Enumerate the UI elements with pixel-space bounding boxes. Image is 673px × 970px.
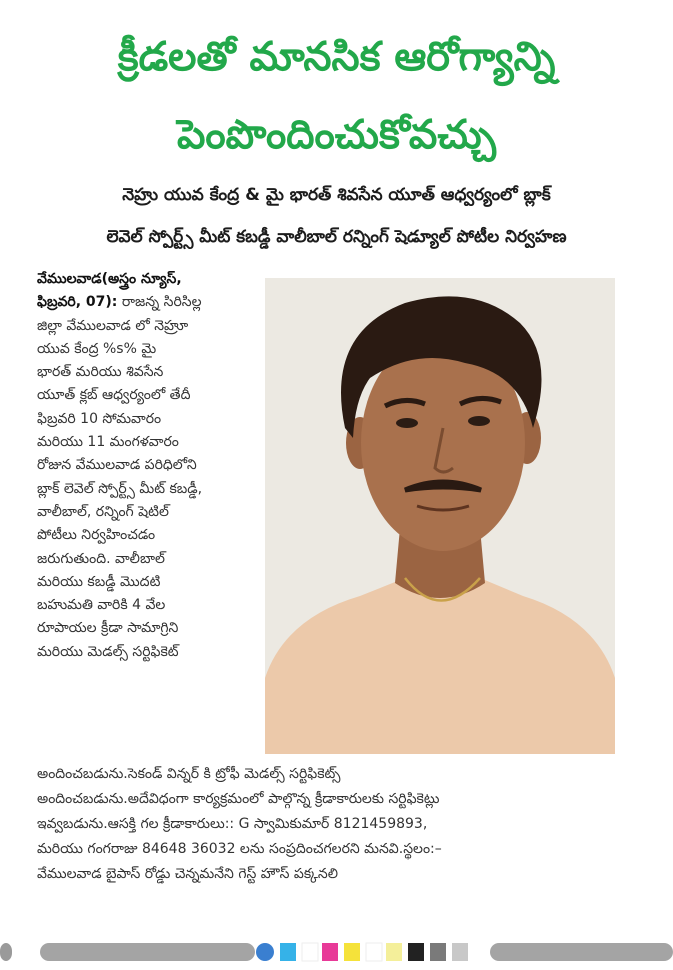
right-eye [468, 416, 490, 426]
body-line: వేములవాడ బైపాస్ రోడ్డు చెన్నమనేని గెస్ట్ హౌస్ పక్కనలి [37, 866, 338, 882]
registration-mark [0, 943, 12, 961]
body-line: ఫిబ్రవరి 10 సోమవారం [37, 410, 162, 427]
white-swatch [302, 943, 318, 961]
body-line: రోజున వేములవాడ పరిధిలోని [37, 457, 197, 474]
body-line: జిల్లా వేములవాడ లో నెహ్రూ [37, 317, 189, 334]
body-text: రాజన్న సిరిసిల్ల [117, 294, 202, 311]
body-line: మరియు గంగరాజు 84648 36032 లను సంప్రదించగలరని మనవి.స్థలం:– [37, 841, 442, 857]
body-line: ఇవ్వబడును.ఆసక్తి గల క్రీడాకారులు:: G స్వామికుమార్ 8121459893, [37, 816, 428, 832]
light-yellow-swatch [386, 943, 402, 961]
body-line: యూత్ క్లబ్ ఆధ్వర్యంలో తేదీ [37, 387, 191, 404]
dateline-date: ఫిబ్రవరి, 07): [37, 294, 118, 311]
print-registration-bar [0, 940, 673, 970]
body-line [37, 291, 262, 314]
magenta-swatch [322, 943, 338, 961]
cyan-swatch [280, 943, 296, 961]
gray-strip [490, 943, 673, 961]
headline-line-2: పెంపొందించుకోవచ్చు [176, 112, 497, 158]
body-line: బ్లాక్ లెవెల్ స్పోర్ట్స్ మీట్ కబడ్డీ, [37, 480, 203, 497]
body-line: మరియు మెడల్స్ సర్టిఫికెట్ [37, 643, 179, 660]
body-line: జరుగుతుంది. వాలీబాల్ [37, 550, 165, 567]
body-line: బహుమతి వారికి 4 వేల [37, 597, 166, 614]
black-swatch [408, 943, 424, 961]
body-line: పోటీలు నిర్వహించడం [37, 527, 156, 544]
body-line: మరియు కబడ్డీ మొదటి [37, 573, 161, 590]
white-swatch [366, 943, 382, 961]
yellow-swatch [344, 943, 360, 961]
portrait-illustration [265, 278, 615, 754]
article-column [37, 268, 262, 664]
portrait-photo [265, 278, 615, 754]
subheadline-line-1: నెహ్రు యువ కేంద్ర & మై భారత్ శివసేన యూత్ ఆధ్వర్యంలో బ్లాక్ [122, 185, 551, 205]
body-line: రూపాయల క్రీడా సామాగ్రిని [37, 620, 179, 637]
gray-swatch [430, 943, 446, 961]
body-line: వాలీబాల్, రన్నింగ్ షెటిల్ [37, 503, 169, 520]
body-line: మరియు 11 మంగళవారం [37, 434, 179, 451]
registration-circle [256, 943, 274, 961]
gray-strip [40, 943, 255, 961]
dateline: వేములవాడ(అస్త్రం న్యూస్, [37, 271, 182, 287]
headline-line-1: క్రీడలతో మానసిక ఆరోగ్యాన్ని [117, 34, 556, 80]
light-gray-swatch [452, 943, 468, 961]
subheadline-line-2: లెవెల్ స్పోర్ట్స్ మీట్ కబడ్డీ వాలీబాల్ రన్నింగ్ షెడ్యూల్ పోటీల నిర్వహణ [106, 227, 567, 247]
article-full-width [37, 762, 637, 887]
body-line: యువ కేంద్ర %s% మై [37, 340, 157, 357]
left-eye [396, 418, 418, 428]
body-line: అందించబడును.అదేవిధంగా కార్యక్రమంలో పాల్గొన్న క్రీడాకారులకు సర్టిఫికెట్లు [37, 791, 440, 807]
dateline-line [37, 268, 262, 291]
body-line: భారత్ మరియు శివసేన [37, 364, 164, 381]
body-line: అందించబడును.సెకండ్ విన్నర్ కి ట్రోఫీ మెడల్స్ సర్టిఫికెట్స్ [37, 766, 341, 782]
